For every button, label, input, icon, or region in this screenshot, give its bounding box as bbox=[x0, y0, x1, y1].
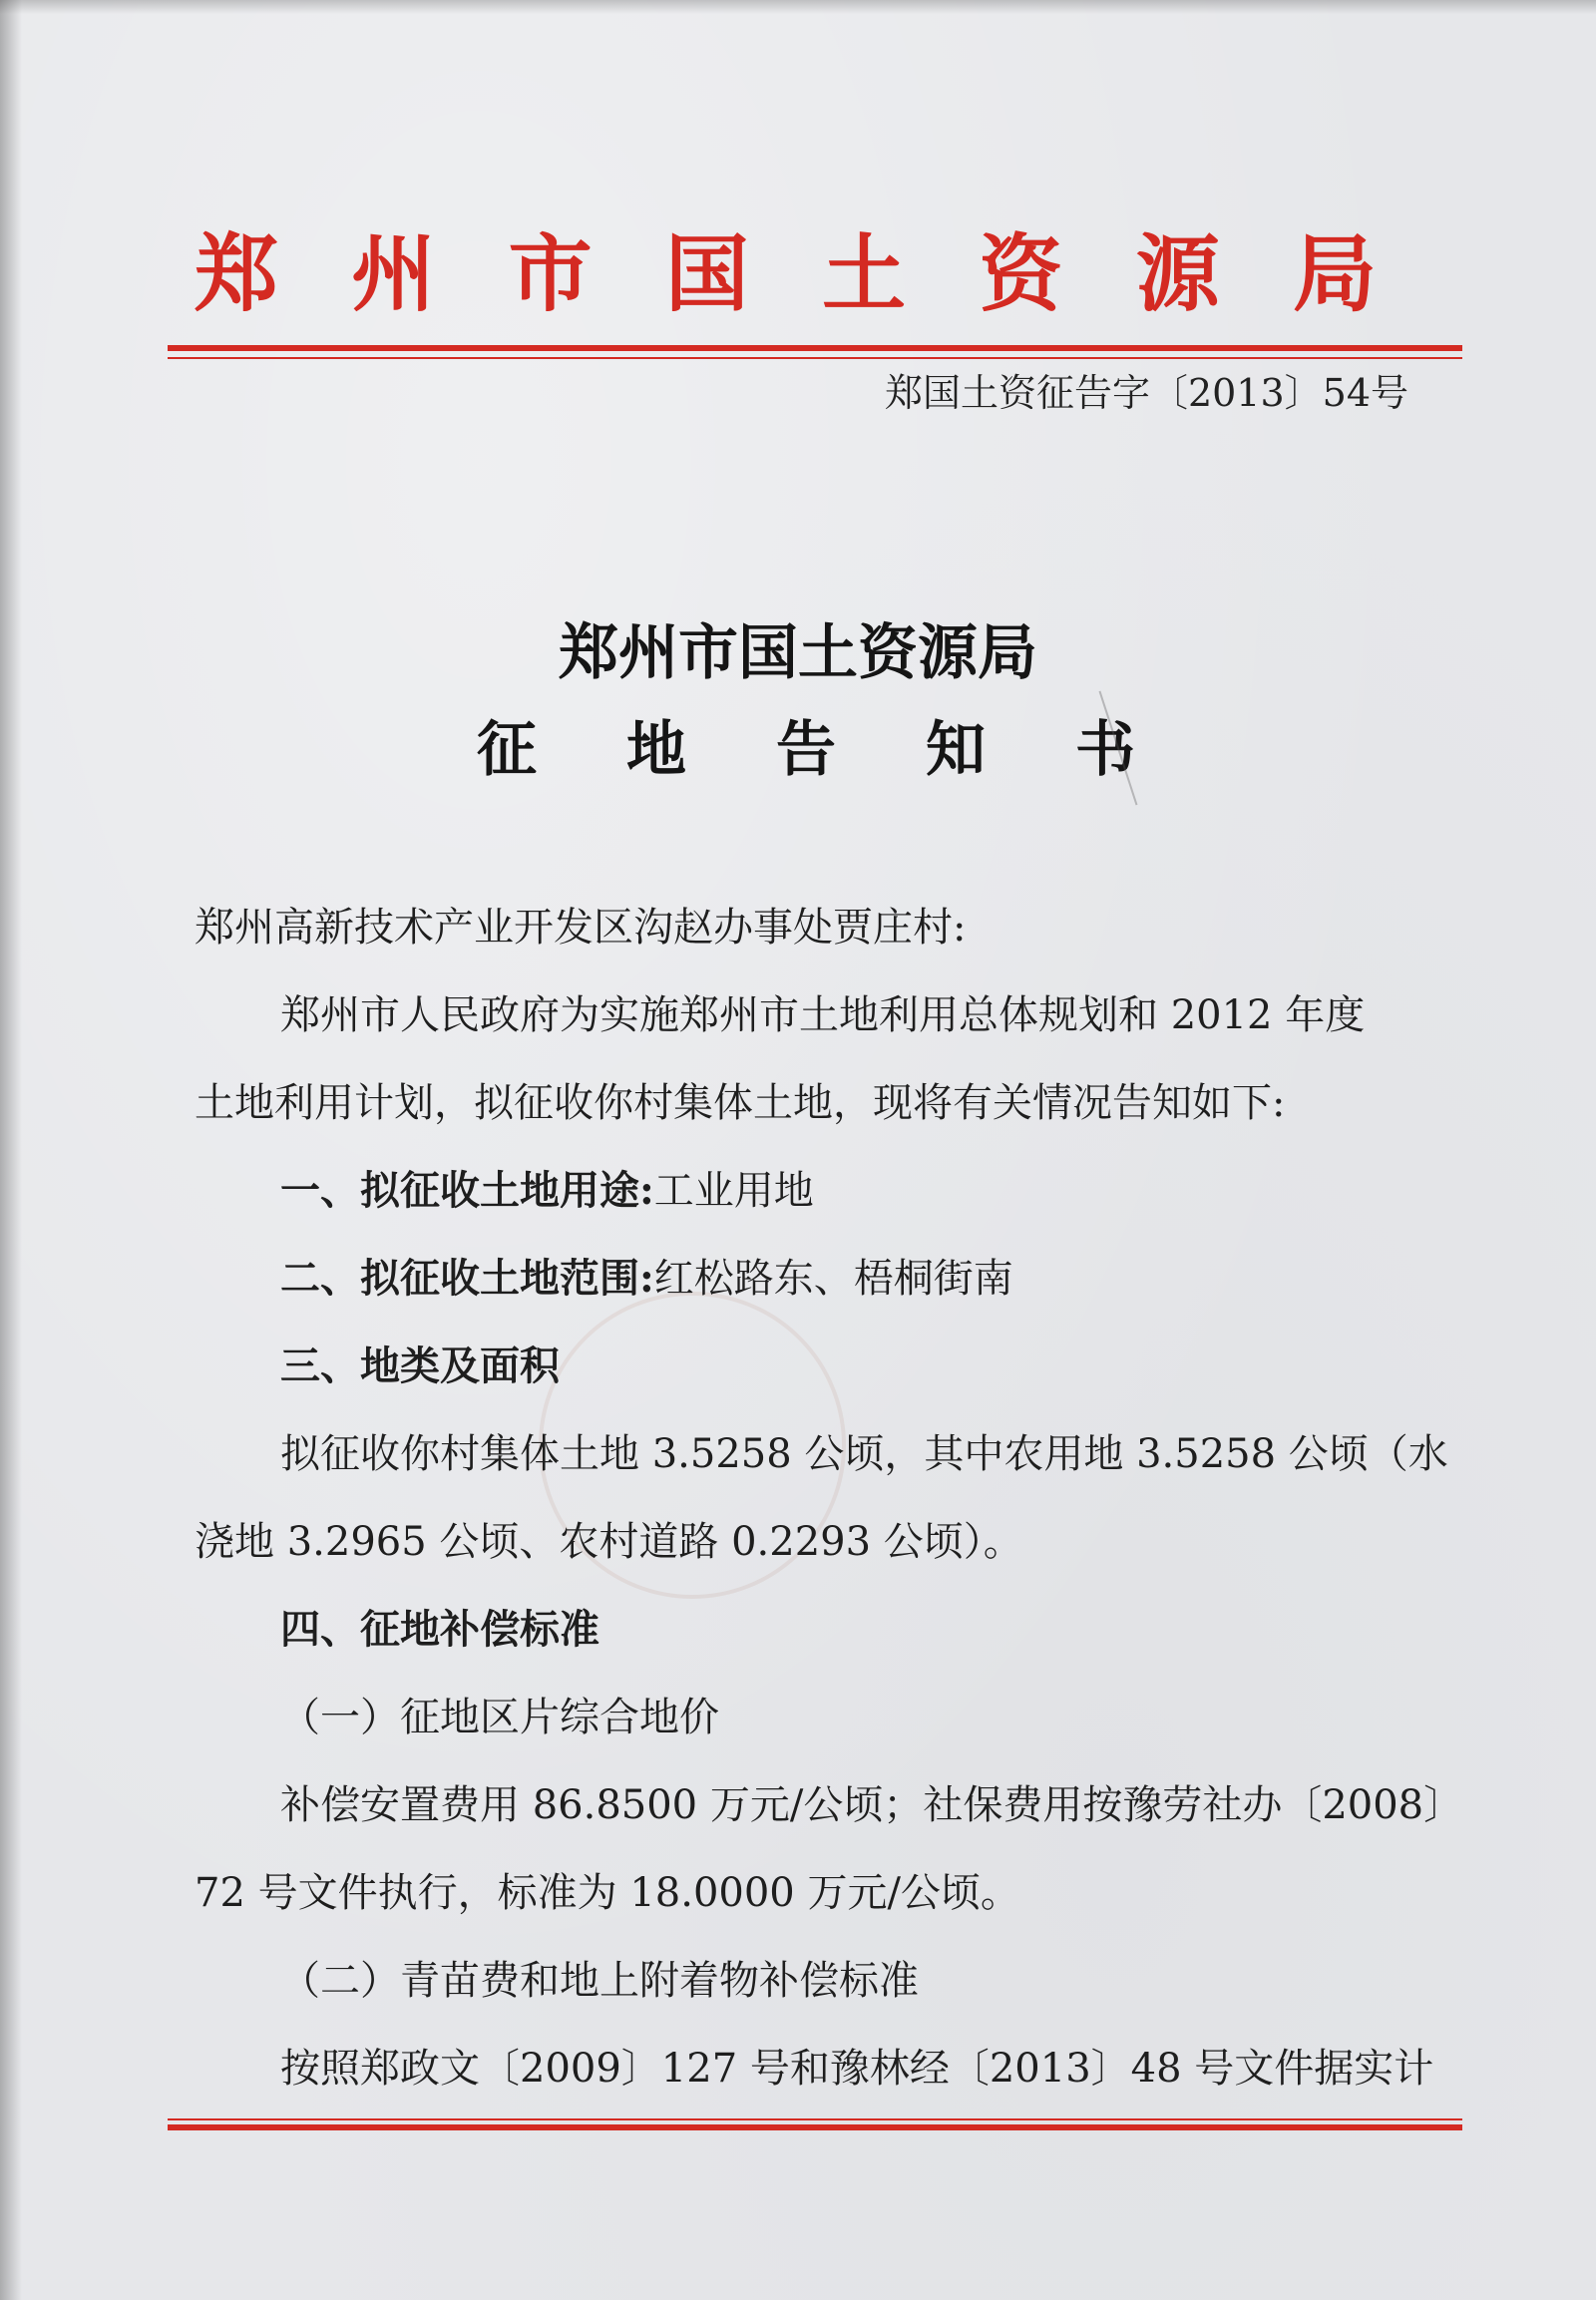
area-paragraph-line: 拟征收你村集体土地 3.5258 公顷，其中农用地 3.5258 公顷（水 bbox=[280, 1431, 1448, 1477]
section-heading: 一、拟征收土地用途: bbox=[280, 1167, 654, 1214]
section-value: 工业用地 bbox=[653, 1168, 814, 1214]
subsection-heading: （二）青苗费和地上附着物补偿标准 bbox=[280, 1958, 919, 2004]
section-land-scope bbox=[280, 1249, 1013, 1309]
subsection-heading: （一）征地区片综合地价 bbox=[280, 1695, 719, 1740]
letterhead-char: 郑 bbox=[195, 223, 279, 323]
intro-paragraph-line: 土地利用计划，拟征收你村集体土地，现将有关情况告知如下: bbox=[195, 1080, 1286, 1126]
header-rule-thick bbox=[168, 345, 1462, 351]
compensation-paragraph-line: 补偿安置费用 86.8500 万元/公顷；社保费用按豫劳社办〔2008〕 bbox=[280, 1782, 1464, 1828]
section-value: 红松路东、梧桐街南 bbox=[653, 1256, 1013, 1302]
notice-title-char: 地 bbox=[626, 715, 686, 785]
standards-paragraph-line: 按照郑政文〔2009〕127 号和豫林经〔2013〕48 号文件据实计 bbox=[280, 2046, 1434, 2092]
section-land-use bbox=[280, 1161, 814, 1221]
compensation-paragraph-line: 72 号文件执行，标准为 18.0000 万元/公顷。 bbox=[195, 1870, 1020, 1916]
header-rule-thin bbox=[168, 357, 1462, 359]
section-heading: 四、征地补偿标准 bbox=[280, 1606, 599, 1653]
area-paragraph-line: 浇地 3.2965 公顷、农村道路 0.2293 公顷）。 bbox=[195, 1519, 1023, 1565]
letterhead-char: 市 bbox=[508, 223, 593, 323]
footer-rule-thin bbox=[168, 2118, 1462, 2120]
section-heading: 二、拟征收土地范围: bbox=[280, 1255, 654, 1302]
letterhead-char: 土 bbox=[822, 223, 907, 323]
letterhead-char: 州 bbox=[351, 223, 436, 323]
addressee: 郑州高新技术产业开发区沟赵办事处贾庄村: bbox=[195, 905, 967, 951]
notice-title-char: 征 bbox=[477, 715, 537, 785]
letterhead-char: 国 bbox=[664, 223, 749, 323]
document-number: 郑国土资征告字〔2013〕54号 bbox=[884, 371, 1408, 415]
letterhead-char: 资 bbox=[979, 223, 1063, 323]
letterhead-char: 局 bbox=[1292, 223, 1377, 323]
notice-title-char: 告 bbox=[776, 715, 836, 785]
letterhead-char: 源 bbox=[1135, 223, 1220, 323]
letterhead-title bbox=[195, 212, 1377, 322]
notice-title bbox=[477, 710, 1135, 790]
intro-paragraph-line: 郑州市人民政府为实施郑州市土地利用总体规划和 2012 年度 bbox=[280, 992, 1366, 1038]
section-heading: 三、地类及面积 bbox=[280, 1342, 560, 1389]
notice-title-char: 书 bbox=[1075, 715, 1135, 785]
footer-rule-thick bbox=[168, 2124, 1462, 2130]
notice-issuer-title: 郑州市国土资源局 bbox=[559, 618, 1037, 688]
notice-title-char: 知 bbox=[926, 715, 986, 785]
